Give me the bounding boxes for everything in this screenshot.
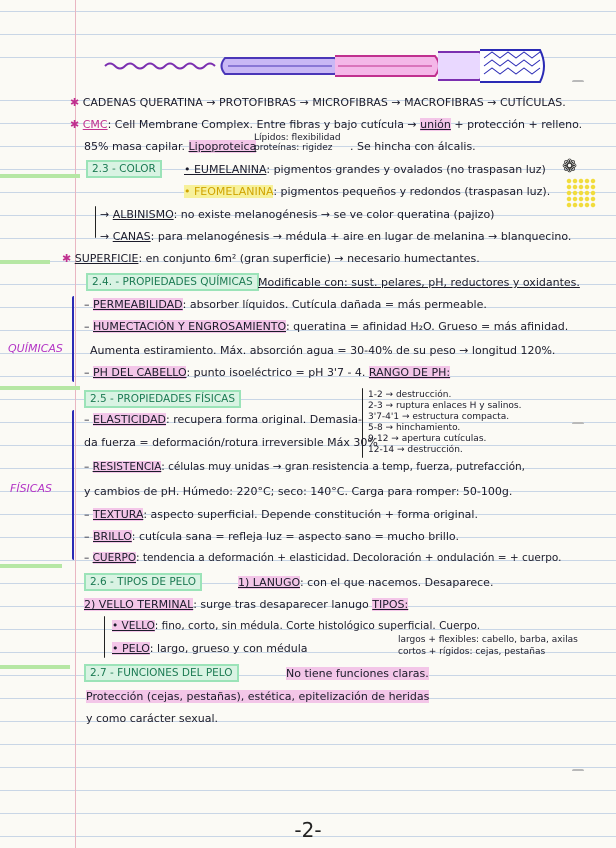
funciones-line-1: Protección (cejas, pestañas), estética, epitelización de heridas [86, 690, 430, 703]
vello-line: • VELLO: fino, corto, sin médula. Corte histológico superficial. Cuerpo. [112, 620, 481, 632]
binder-hole [572, 80, 584, 84]
green-marker [0, 665, 70, 669]
pelo-line: • PELO: largo, grueso y con médula [112, 642, 308, 655]
cuerpo-line: – CUERPO: tendencia a deformación + elasticidad. Decoloración + ondulación = + cuerpo. [84, 552, 562, 564]
tipos-brace [104, 616, 105, 658]
cmc-alkali: . Se hincha con álcalis. [350, 140, 476, 153]
green-marker [0, 174, 80, 178]
binder-hole [572, 422, 584, 426]
canas-line: → CANAS: para melanogénesis → médula + aire en lugar de melanina → blanquecino. [100, 230, 572, 243]
resistencia-line-2: y cambios de pH. Húmedo: 220°C; seco: 140°C. Carga para romper: 50-100g. [84, 485, 513, 498]
section-heading-quimicas: 2.4. - PROPIEDADES QUÍMICAS [86, 273, 259, 291]
permeabilidad-line: – PERMEABILIDAD: absorber líquidos. Cutícula dañada = más permeable. [84, 298, 487, 311]
quimicas-modifiers: Modificable con: sust. pelares, pH, reductores y oxidantes. [258, 276, 580, 289]
funciones-line-2: y como carácter sexual. [86, 712, 219, 725]
green-marker [0, 386, 80, 390]
eumelanina-pigment-icon: ❁ [562, 156, 578, 177]
section-heading-fisicas: 2.5 - PROPIEDADES FÍSICAS [84, 390, 241, 408]
superficie-line: ✱ SUPERFICIE: en conjunto 6m² (gran superficie) → necesario humectantes. [62, 252, 480, 265]
resistencia-line: – RESISTENCIA: células muy unidas → gran resistencia a temp, fuerza, putrefacción, [84, 461, 525, 473]
textura-line: – TEXTURA: aspecto superficial. Depende constitución + forma original. [84, 508, 478, 521]
fiber-chain-line: ✱ CADENAS QUERATINA → PROTOFIBRAS → MICROFIBRAS → MACROFIBRAS → CUTÍCULAS. [70, 96, 566, 109]
cmc-detail-line: 85% masa capilar. Lipoproteica [84, 140, 257, 153]
ph-range-item: 2-3 → ruptura enlaces H y salinos. [368, 401, 522, 411]
elasticidad-line-2: da fuerza = deformación/rotura irreversible Máx 30% [84, 436, 378, 449]
cmc-lipids: Lípidos: flexibilidad [254, 133, 341, 143]
quimicas-brace [72, 296, 74, 382]
cmc-proteins: proteínas: rigidez [254, 143, 333, 153]
color-brace [95, 206, 96, 238]
fisicas-brace [72, 410, 74, 560]
funciones-note: No tiene funciones claras. [286, 667, 429, 680]
green-marker [0, 260, 50, 264]
eumelanina-line: • EUMELANINA: pigmentos grandes y ovalados (no traspasan luz) [184, 163, 546, 176]
ph-range-item: 12-14 → destrucción. [368, 445, 463, 455]
ph-line: – PH DEL CABELLO: punto isoeléctrico = pH 3'7 - 4. RANGO DE PH: [84, 366, 451, 379]
binder-hole [572, 769, 584, 773]
pelo-largos: largos + flexibles: cabello, barba, axilas [398, 635, 578, 645]
fisicas-side-label: FÍSICAS [10, 482, 52, 495]
section-heading-tipos: 2.6 - TIPOS DE PELO [84, 573, 202, 591]
cmc-line: ✱ CMC: Cell Membrane Complex. Entre fibras y bajo cutícula → unión + protección + relleno. [70, 118, 583, 131]
ph-range-item: 9-12 → apertura cutículas. [368, 434, 487, 444]
pelo-cortos: cortos + rígidos: cejas, pestañas [398, 647, 546, 657]
albinismo-line: → ALBINISMO: no existe melanogénesis → se ve color queratina (pajizo) [100, 208, 495, 221]
ph-range-item: 5-8 → hinchamiento. [368, 423, 461, 433]
section-heading-funciones: 2.7 - FUNCIONES DEL PELO [84, 664, 239, 682]
ph-range-item: 1-2 → destrucción. [368, 390, 452, 400]
humectacion-line: – HUMECTACIÓN Y ENGROSAMIENTO: queratina = afinidad H₂O. Grueso = más afinidad. [84, 320, 569, 333]
lanugo-line: 1) LANUGO: con el que nacemos. Desaparece. [238, 576, 494, 589]
quimicas-side-label: QUÍMICAS [8, 342, 63, 355]
hair-fiber-drawing [100, 44, 560, 88]
section-heading-color: 2.3 - COLOR [86, 160, 162, 178]
absorcion-line: Aumenta estiramiento. Máx. absorción agua = 30-40% de su peso → longitud 120%. [90, 344, 556, 357]
brillo-line: – BRILLO: cutícula sana = refleja luz = aspecto sano = mucho brillo. [84, 530, 459, 543]
feomelanina-pigment-icon [566, 178, 596, 208]
green-marker [0, 564, 62, 568]
ph-range-item: 3'7-4'1 → estructura compacta. [368, 412, 510, 422]
feomelanina-line: • FEOMELANINA: pigmentos pequeños y redondos (traspasan luz). [184, 185, 551, 198]
elasticidad-line: – ELASTICIDAD: recupera forma original. Demasia- [84, 413, 362, 426]
vello-terminal-line: 2) VELLO TERMINAL: surge tras desaparecer lanugo TIPOS: [84, 598, 409, 611]
page-number: -2- [294, 818, 322, 842]
